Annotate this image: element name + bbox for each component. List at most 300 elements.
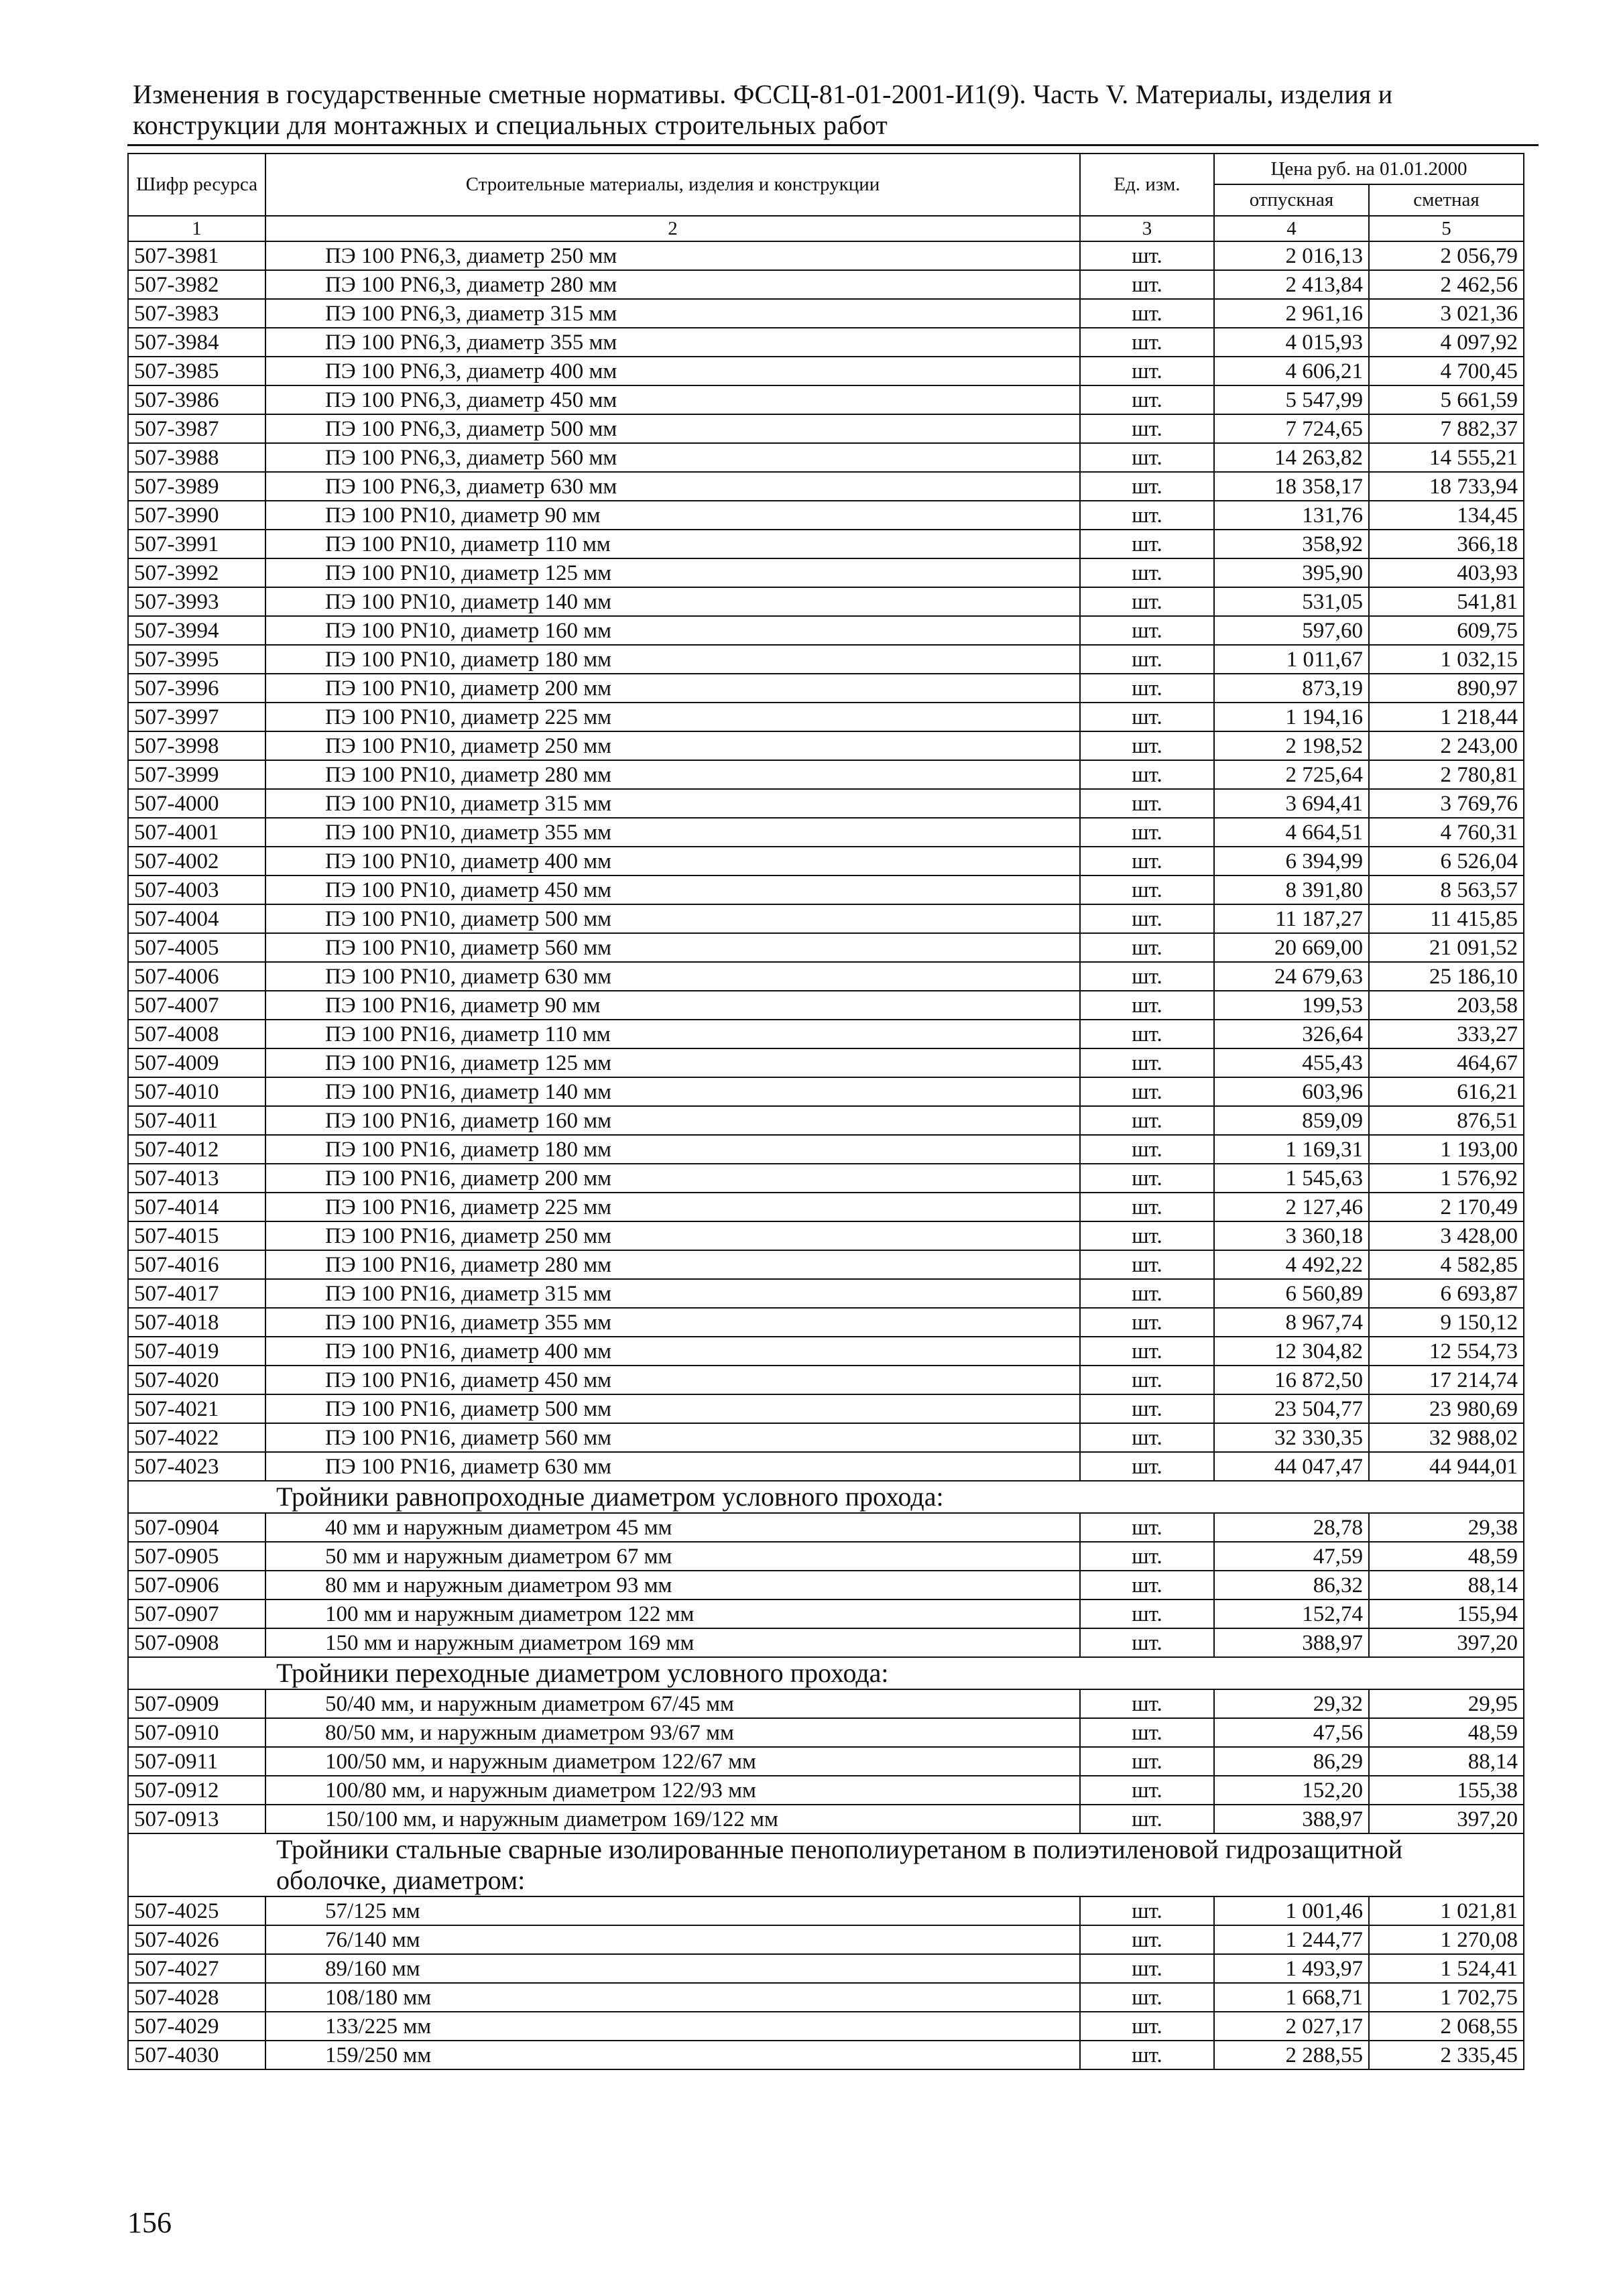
cell-release-price: 1 244,77 [1214,1925,1369,1954]
cell-estimate-price: 4 582,85 [1369,1250,1524,1279]
table-row [128,616,1524,645]
column-header-release: отпускная [1214,184,1369,216]
cell-code: 507-0907 [128,1599,265,1628]
cell-name: 150/100 мм, и наружным диаметром 169/122 мм [265,1805,1080,1833]
table-row [128,789,1524,818]
cell-estimate-price: 333,27 [1369,1020,1524,1048]
cell-code: 507-4022 [128,1423,265,1452]
table-row [128,674,1524,703]
cell-release-price: 12 304,82 [1214,1337,1369,1366]
cell-estimate-price: 464,67 [1369,1048,1524,1077]
cell-release-price: 1 493,97 [1214,1954,1369,1983]
cell-estimate-price: 7 882,37 [1369,414,1524,443]
cell-code: 507-0913 [128,1805,265,1833]
cell-name: ПЭ 100 PN16, диаметр 280 мм [265,1250,1080,1279]
table-row [128,1628,1524,1657]
cell-name: ПЭ 100 PN10, диаметр 180 мм [265,645,1080,674]
cell-release-price: 16 872,50 [1214,1366,1369,1394]
cell-unit: шт. [1080,1983,1214,2012]
table-row [128,1308,1524,1337]
cell-name: ПЭ 100 PN16, диаметр 315 мм [265,1279,1080,1308]
table-row [128,1221,1524,1250]
header-line-2: конструкции для монтажных и специальных строительных работ [133,110,888,140]
table-row [128,1599,1524,1628]
cell-release-price: 4 492,22 [1214,1250,1369,1279]
cell-release-price: 859,09 [1214,1106,1369,1135]
table-row [128,328,1524,357]
cell-release-price: 2 027,17 [1214,2012,1369,2041]
cell-code: 507-3982 [128,270,265,299]
cell-unit: шт. [1080,1135,1214,1164]
cell-estimate-price: 1 032,15 [1369,645,1524,674]
cell-unit: шт. [1080,1106,1214,1135]
cell-unit: шт. [1080,1020,1214,1048]
cell-estimate-price: 2 462,56 [1369,270,1524,299]
cell-release-price: 3 694,41 [1214,789,1369,818]
table-row [128,1366,1524,1394]
cell-code: 507-4011 [128,1106,265,1135]
cell-name: 80/50 мм, и наружным диаметром 93/67 мм [265,1718,1080,1747]
section-row [128,1481,1524,1513]
cell-unit: шт. [1080,1048,1214,1077]
cell-unit: шт. [1080,1925,1214,1954]
cell-unit: шт. [1080,1805,1214,1833]
cell-unit: шт. [1080,1193,1214,1221]
cell-code: 507-4018 [128,1308,265,1337]
cell-release-price: 18 358,17 [1214,472,1369,501]
header-line-1: Изменения в государственные сметные нормативы. ФССЦ-81-01-2001-И1(9). Часть V. Материалы, изделия и [133,79,1393,109]
cell-code: 507-4027 [128,1954,265,1983]
cell-release-price: 2 961,16 [1214,299,1369,328]
cell-name: ПЭ 100 PN16, диаметр 140 мм [265,1077,1080,1106]
cell-name: 159/250 мм [265,2041,1080,2069]
cell-code: 507-4008 [128,1020,265,1048]
cell-name: ПЭ 100 PN16, диаметр 500 мм [265,1394,1080,1423]
cell-code: 507-4020 [128,1366,265,1394]
table-row [128,847,1524,875]
table-row [128,875,1524,904]
cell-code: 507-3988 [128,443,265,472]
cell-estimate-price: 541,81 [1369,587,1524,616]
cell-unit: шт. [1080,1896,1214,1925]
cell-name: 100 мм и наружным диаметром 122 мм [265,1599,1080,1628]
cell-name: ПЭ 100 PN6,3, диаметр 450 мм [265,385,1080,414]
cell-estimate-price: 3 769,76 [1369,789,1524,818]
cell-estimate-price: 3 428,00 [1369,1221,1524,1250]
table-row [128,1250,1524,1279]
table-row [128,904,1524,933]
column-header-code: Шифр ресурса [128,154,265,216]
table-row [128,962,1524,991]
cell-name: 100/50 мм, и наружным диаметром 122/67 мм [265,1747,1080,1776]
cell-release-price: 44 047,47 [1214,1452,1369,1481]
cell-estimate-price: 11 415,85 [1369,904,1524,933]
table-row [128,530,1524,558]
cell-name: ПЭ 100 PN10, диаметр 110 мм [265,530,1080,558]
cell-name: ПЭ 100 PN16, диаметр 400 мм [265,1337,1080,1366]
cell-estimate-price: 25 186,10 [1369,962,1524,991]
cell-estimate-price: 366,18 [1369,530,1524,558]
cell-name: ПЭ 100 PN10, диаметр 315 мм [265,789,1080,818]
cell-code: 507-4004 [128,904,265,933]
cell-release-price: 603,96 [1214,1077,1369,1106]
cell-estimate-price: 155,38 [1369,1776,1524,1805]
table-row [128,1020,1524,1048]
cell-name: ПЭ 100 PN6,3, диаметр 630 мм [265,472,1080,501]
cell-release-price: 597,60 [1214,616,1369,645]
cell-release-price: 29,32 [1214,1689,1369,1718]
cell-release-price: 873,19 [1214,674,1369,703]
cell-release-price: 5 547,99 [1214,385,1369,414]
table-row [128,703,1524,731]
cell-name: ПЭ 100 PN6,3, диаметр 560 мм [265,443,1080,472]
cell-unit: шт. [1080,703,1214,731]
cell-release-price: 1 194,16 [1214,703,1369,731]
cell-estimate-price: 48,59 [1369,1718,1524,1747]
table-row [128,1689,1524,1718]
cell-estimate-price: 1 193,00 [1369,1135,1524,1164]
cell-estimate-price: 616,21 [1369,1077,1524,1106]
cell-estimate-price: 1 576,92 [1369,1164,1524,1193]
cell-release-price: 395,90 [1214,558,1369,587]
table-row [128,933,1524,962]
cell-code: 507-4025 [128,1896,265,1925]
column-number-3: 3 [1080,216,1214,241]
cell-unit: шт. [1080,818,1214,847]
cell-estimate-price: 890,97 [1369,674,1524,703]
cell-estimate-price: 2 780,81 [1369,760,1524,789]
cell-unit: шт. [1080,328,1214,357]
section-row [128,1657,1524,1689]
cell-code: 507-3991 [128,530,265,558]
page-number: 156 [127,2206,172,2239]
price-table [127,153,1524,2070]
cell-name: 57/125 мм [265,1896,1080,1925]
cell-release-price: 11 187,27 [1214,904,1369,933]
cell-code: 507-3985 [128,357,265,385]
table-row [128,1776,1524,1805]
cell-name: ПЭ 100 PN16, диаметр 630 мм [265,1452,1080,1481]
cell-estimate-price: 21 091,52 [1369,933,1524,962]
table-row [128,1983,1524,2012]
cell-name: ПЭ 100 PN10, диаметр 560 мм [265,933,1080,962]
cell-code: 507-0908 [128,1628,265,1657]
cell-release-price: 24 679,63 [1214,962,1369,991]
cell-release-price: 388,97 [1214,1805,1369,1833]
section-row [128,1833,1524,1896]
cell-estimate-price: 2 335,45 [1369,2041,1524,2069]
table-row [128,1925,1524,1954]
column-header-price: Цена руб. на 01.01.2000 [1214,154,1524,184]
table-row [128,818,1524,847]
cell-estimate-price: 609,75 [1369,616,1524,645]
cell-release-price: 199,53 [1214,991,1369,1020]
cell-unit: шт. [1080,501,1214,530]
cell-code: 507-4013 [128,1164,265,1193]
table-row [128,501,1524,530]
cell-code: 507-4028 [128,1983,265,2012]
table-row [128,1571,1524,1599]
cell-release-price: 4 606,21 [1214,357,1369,385]
cell-estimate-price: 29,38 [1369,1513,1524,1542]
cell-release-price: 7 724,65 [1214,414,1369,443]
table-row [128,587,1524,616]
cell-code: 507-4021 [128,1394,265,1423]
cell-estimate-price: 5 661,59 [1369,385,1524,414]
cell-estimate-price: 88,14 [1369,1571,1524,1599]
cell-release-price: 23 504,77 [1214,1394,1369,1423]
table-row [128,241,1524,270]
cell-estimate-price: 397,20 [1369,1805,1524,1833]
cell-release-price: 47,56 [1214,1718,1369,1747]
cell-code: 507-4017 [128,1279,265,1308]
cell-unit: шт. [1080,2012,1214,2041]
cell-estimate-price: 1 524,41 [1369,1954,1524,1983]
cell-release-price: 86,29 [1214,1747,1369,1776]
cell-code: 507-3994 [128,616,265,645]
cell-code: 507-3993 [128,587,265,616]
cell-estimate-price: 29,95 [1369,1689,1524,1718]
cell-unit: шт. [1080,847,1214,875]
cell-name: ПЭ 100 PN16, диаметр 250 мм [265,1221,1080,1250]
cell-name: ПЭ 100 PN10, диаметр 200 мм [265,674,1080,703]
cell-unit: шт. [1080,1599,1214,1628]
cell-release-price: 1 169,31 [1214,1135,1369,1164]
table-row [128,443,1524,472]
table-row [128,2041,1524,2069]
cell-unit: шт. [1080,1718,1214,1747]
cell-release-price: 8 967,74 [1214,1308,1369,1337]
cell-estimate-price: 23 980,69 [1369,1394,1524,1423]
cell-release-price: 2 198,52 [1214,731,1369,760]
cell-release-price: 20 669,00 [1214,933,1369,962]
column-header-unit: Ед. изм. [1080,154,1214,216]
cell-release-price: 3 360,18 [1214,1221,1369,1250]
cell-unit: шт. [1080,645,1214,674]
cell-name: ПЭ 100 PN6,3, диаметр 355 мм [265,328,1080,357]
cell-estimate-price: 155,94 [1369,1599,1524,1628]
cell-code: 507-3983 [128,299,265,328]
cell-name: ПЭ 100 PN16, диаметр 90 мм [265,991,1080,1020]
table-row [128,357,1524,385]
column-number-4: 4 [1214,216,1369,241]
cell-name: 76/140 мм [265,1925,1080,1954]
cell-release-price: 2 413,84 [1214,270,1369,299]
document-header [133,79,1527,141]
cell-release-price: 6 394,99 [1214,847,1369,875]
cell-unit: шт. [1080,760,1214,789]
cell-unit: шт. [1080,1164,1214,1193]
cell-code: 507-4000 [128,789,265,818]
cell-unit: шт. [1080,1542,1214,1571]
cell-name: ПЭ 100 PN6,3, диаметр 315 мм [265,299,1080,328]
cell-estimate-price: 1 270,08 [1369,1925,1524,1954]
cell-code: 507-4015 [128,1221,265,1250]
table-row [128,1718,1524,1747]
cell-unit: шт. [1080,1689,1214,1718]
cell-unit: шт. [1080,1279,1214,1308]
cell-estimate-price: 44 944,01 [1369,1452,1524,1481]
cell-estimate-price: 397,20 [1369,1628,1524,1657]
cell-name: ПЭ 100 PN6,3, диаметр 250 мм [265,241,1080,270]
cell-code: 507-4006 [128,962,265,991]
column-number-5: 5 [1369,216,1524,241]
cell-estimate-price: 1 218,44 [1369,703,1524,731]
cell-name: 89/160 мм [265,1954,1080,1983]
section-title: Тройники стальные сварные изолированные пенополиуретаном в полиэтиленовой гидрозащитной оболочке, диаметром: [128,1833,1524,1896]
cell-estimate-price: 9 150,12 [1369,1308,1524,1337]
cell-name: ПЭ 100 PN16, диаметр 110 мм [265,1020,1080,1048]
table-row [128,1048,1524,1077]
cell-estimate-price: 6 526,04 [1369,847,1524,875]
cell-code: 507-0911 [128,1747,265,1776]
cell-release-price: 2 016,13 [1214,241,1369,270]
cell-release-price: 326,64 [1214,1020,1369,1048]
cell-name: ПЭ 100 PN10, диаметр 90 мм [265,501,1080,530]
cell-unit: шт. [1080,1250,1214,1279]
table-row [128,1896,1524,1925]
cell-unit: шт. [1080,443,1214,472]
cell-code: 507-0910 [128,1718,265,1747]
table-row [128,645,1524,674]
cell-name: ПЭ 100 PN10, диаметр 225 мм [265,703,1080,731]
cell-unit: шт. [1080,1366,1214,1394]
cell-release-price: 32 330,35 [1214,1423,1369,1452]
cell-name: ПЭ 100 PN10, диаметр 355 мм [265,818,1080,847]
cell-name: ПЭ 100 PN6,3, диаметр 280 мм [265,270,1080,299]
cell-estimate-price: 1 702,75 [1369,1983,1524,2012]
cell-unit: шт. [1080,1954,1214,1983]
table-row [128,1423,1524,1452]
column-header-estimate: сметная [1369,184,1524,216]
table-row [128,1747,1524,1776]
table-body [128,241,1524,2069]
cell-unit: шт. [1080,270,1214,299]
cell-code: 507-4029 [128,2012,265,2041]
cell-unit: шт. [1080,1747,1214,1776]
cell-name: ПЭ 100 PN16, диаметр 160 мм [265,1106,1080,1135]
cell-unit: шт. [1080,933,1214,962]
cell-unit: шт. [1080,1308,1214,1337]
cell-name: 100/80 мм, и наружным диаметром 122/93 мм [265,1776,1080,1805]
cell-code: 507-3995 [128,645,265,674]
cell-release-price: 4 664,51 [1214,818,1369,847]
cell-unit: шт. [1080,385,1214,414]
cell-code: 507-4010 [128,1077,265,1106]
cell-estimate-price: 2 056,79 [1369,241,1524,270]
cell-name: ПЭ 100 PN10, диаметр 125 мм [265,558,1080,587]
cell-unit: шт. [1080,1628,1214,1657]
cell-code: 507-0905 [128,1542,265,1571]
cell-unit: шт. [1080,674,1214,703]
cell-code: 507-3997 [128,703,265,731]
cell-name: ПЭ 100 PN16, диаметр 180 мм [265,1135,1080,1164]
cell-code: 507-3996 [128,674,265,703]
table-row [128,1805,1524,1833]
cell-release-price: 2 725,64 [1214,760,1369,789]
cell-name: 50/40 мм, и наружным диаметром 67/45 мм [265,1689,1080,1718]
table-row [128,760,1524,789]
table-row [128,270,1524,299]
cell-code: 507-4005 [128,933,265,962]
cell-code: 507-4001 [128,818,265,847]
cell-name: ПЭ 100 PN16, диаметр 225 мм [265,1193,1080,1221]
cell-release-price: 1 545,63 [1214,1164,1369,1193]
cell-unit: шт. [1080,1776,1214,1805]
table-row [128,558,1524,587]
cell-code: 507-4019 [128,1337,265,1366]
cell-name: ПЭ 100 PN10, диаметр 400 мм [265,847,1080,875]
section-title: Тройники переходные диаметром условного прохода: [128,1657,1524,1689]
cell-code: 507-3989 [128,472,265,501]
cell-estimate-price: 6 693,87 [1369,1279,1524,1308]
cell-unit: шт. [1080,1394,1214,1423]
table-row [128,1279,1524,1308]
cell-release-price: 14 263,82 [1214,443,1369,472]
cell-release-price: 1 668,71 [1214,1983,1369,2012]
column-header-name: Строительные материалы, изделия и конструкции [265,154,1080,216]
cell-code: 507-4023 [128,1452,265,1481]
cell-release-price: 28,78 [1214,1513,1369,1542]
cell-estimate-price: 203,58 [1369,991,1524,1020]
cell-code: 507-4014 [128,1193,265,1221]
table-row [128,1542,1524,1571]
table-row [128,472,1524,501]
cell-code: 507-4003 [128,875,265,904]
table-row [128,1135,1524,1164]
cell-unit: шт. [1080,1423,1214,1452]
cell-estimate-price: 2 170,49 [1369,1193,1524,1221]
table-row [128,1954,1524,1983]
table-row [128,991,1524,1020]
header-rule [127,144,1539,146]
cell-name: ПЭ 100 PN10, диаметр 160 мм [265,616,1080,645]
table-row [128,1452,1524,1481]
cell-estimate-price: 32 988,02 [1369,1423,1524,1452]
cell-unit: шт. [1080,357,1214,385]
cell-code: 507-3981 [128,241,265,270]
cell-name: ПЭ 100 PN16, диаметр 560 мм [265,1423,1080,1452]
cell-name: ПЭ 100 PN6,3, диаметр 400 мм [265,357,1080,385]
cell-unit: шт. [1080,962,1214,991]
cell-estimate-price: 12 554,73 [1369,1337,1524,1366]
table-row [128,731,1524,760]
table-row [128,414,1524,443]
cell-unit: шт. [1080,587,1214,616]
cell-name: 150 мм и наружным диаметром 169 мм [265,1628,1080,1657]
cell-name: ПЭ 100 PN10, диаметр 450 мм [265,875,1080,904]
cell-release-price: 86,32 [1214,1571,1369,1599]
cell-code: 507-4012 [128,1135,265,1164]
cell-unit: шт. [1080,875,1214,904]
cell-estimate-price: 2 243,00 [1369,731,1524,760]
cell-code: 507-0909 [128,1689,265,1718]
table-row [128,1106,1524,1135]
cell-name: ПЭ 100 PN10, диаметр 280 мм [265,760,1080,789]
cell-unit: шт. [1080,789,1214,818]
cell-unit: шт. [1080,616,1214,645]
cell-estimate-price: 48,59 [1369,1542,1524,1571]
cell-estimate-price: 3 021,36 [1369,299,1524,328]
cell-release-price: 2 127,46 [1214,1193,1369,1221]
cell-unit: шт. [1080,558,1214,587]
cell-estimate-price: 88,14 [1369,1747,1524,1776]
cell-release-price: 4 015,93 [1214,328,1369,357]
cell-estimate-price: 1 021,81 [1369,1896,1524,1925]
cell-code: 507-3986 [128,385,265,414]
cell-name: ПЭ 100 PN10, диаметр 140 мм [265,587,1080,616]
cell-code: 507-4002 [128,847,265,875]
